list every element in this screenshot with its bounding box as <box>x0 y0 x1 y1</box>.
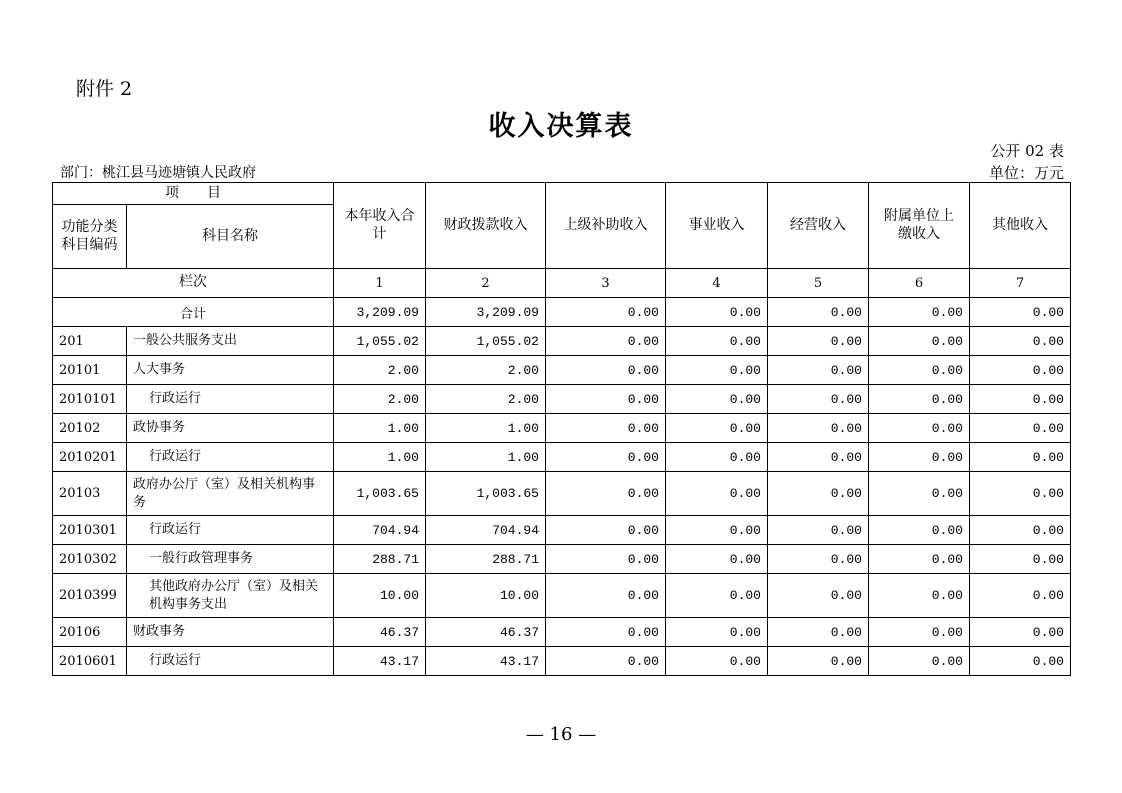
row-value: 0.00 <box>869 443 970 472</box>
table-row <box>53 356 1071 385</box>
row-value: 0.00 <box>869 385 970 414</box>
row-name: 行政运行 <box>127 516 334 545</box>
row-value: 0.00 <box>970 574 1071 618</box>
row-value: 0.00 <box>970 647 1071 676</box>
code-header: 功能分类科目编码 <box>53 205 127 269</box>
table-row <box>53 385 1071 414</box>
row-value: 0.00 <box>869 647 970 676</box>
row-value: 10.00 <box>426 574 546 618</box>
row-code: 20102 <box>53 414 127 443</box>
row-value: 0.00 <box>869 327 970 356</box>
row-value: 0.00 <box>869 414 970 443</box>
row-code: 20103 <box>53 472 127 516</box>
row-value: 0.00 <box>768 327 869 356</box>
row-value: 0.00 <box>546 385 666 414</box>
col-index-2: 2 <box>426 269 546 298</box>
col-index-1: 1 <box>334 269 426 298</box>
row-value: 1,055.02 <box>426 327 546 356</box>
row-value: 288.71 <box>426 545 546 574</box>
col-header-5: 经营收入 <box>768 183 869 269</box>
row-value: 1.00 <box>426 414 546 443</box>
col-header-1: 本年收入合计 <box>334 183 426 269</box>
row-value: 0.00 <box>546 356 666 385</box>
row-value: 1.00 <box>426 443 546 472</box>
row-value: 704.94 <box>334 516 426 545</box>
row-value: 0.00 <box>768 356 869 385</box>
row-name: 政府办公厅（室）及相关机构事务 <box>127 472 334 516</box>
row-value: 0.00 <box>666 414 768 443</box>
row-code: 2010399 <box>53 574 127 618</box>
row-value: 0.00 <box>666 443 768 472</box>
row-value: 0.00 <box>869 574 970 618</box>
row-value: 0.00 <box>768 443 869 472</box>
col-index-label: 栏次 <box>53 269 334 298</box>
col-header-4: 事业收入 <box>666 183 768 269</box>
row-value: 0.00 <box>546 443 666 472</box>
row-value: 0.00 <box>970 516 1071 545</box>
row-value: 10.00 <box>334 574 426 618</box>
row-value: 0.00 <box>666 356 768 385</box>
row-code: 20101 <box>53 356 127 385</box>
row-value: 0.00 <box>970 356 1071 385</box>
row-value: 0.00 <box>869 516 970 545</box>
attachment-label: 附件 2 <box>76 78 133 100</box>
table-row <box>53 618 1071 647</box>
row-value: 0.00 <box>768 516 869 545</box>
row-code: 20106 <box>53 618 127 647</box>
project-header: 项 目 <box>53 183 334 205</box>
table-row <box>53 327 1071 356</box>
table-row <box>53 574 1071 618</box>
row-value: 0.00 <box>546 516 666 545</box>
col-index-4: 4 <box>666 269 768 298</box>
row-value: 704.94 <box>426 516 546 545</box>
row-value: 0.00 <box>546 545 666 574</box>
row-name: 行政运行 <box>127 385 334 414</box>
total-value: 0.00 <box>768 298 869 327</box>
row-code: 2010601 <box>53 647 127 676</box>
col-index-5: 5 <box>768 269 869 298</box>
total-row <box>53 298 1071 327</box>
row-value: 2.00 <box>334 385 426 414</box>
row-name: 政协事务 <box>127 414 334 443</box>
unit-label: 单位：万元 <box>988 164 1064 182</box>
row-value: 0.00 <box>869 356 970 385</box>
col-index-6: 6 <box>869 269 970 298</box>
col-header-2: 财政拨款收入 <box>426 183 546 269</box>
row-value: 0.00 <box>768 472 869 516</box>
table-row <box>53 647 1071 676</box>
row-value: 0.00 <box>546 574 666 618</box>
row-value: 0.00 <box>546 414 666 443</box>
row-value: 0.00 <box>666 574 768 618</box>
row-value: 1.00 <box>334 443 426 472</box>
row-value: 1,055.02 <box>334 327 426 356</box>
income-table <box>52 182 1071 676</box>
row-value: 1.00 <box>334 414 426 443</box>
row-value: 0.00 <box>666 472 768 516</box>
row-code: 2010301 <box>53 516 127 545</box>
row-value: 0.00 <box>546 647 666 676</box>
total-value: 0.00 <box>869 298 970 327</box>
row-value: 43.17 <box>426 647 546 676</box>
total-value: 3,209.09 <box>426 298 546 327</box>
row-code: 2010101 <box>53 385 127 414</box>
row-value: 0.00 <box>970 414 1071 443</box>
row-value: 0.00 <box>768 647 869 676</box>
page-title: 收入决算表 <box>488 111 634 142</box>
row-value: 288.71 <box>334 545 426 574</box>
row-value: 0.00 <box>666 385 768 414</box>
col-index-3: 3 <box>546 269 666 298</box>
row-name: 人大事务 <box>127 356 334 385</box>
row-name: 一般公共服务支出 <box>127 327 334 356</box>
total-label: 合计 <box>53 298 334 327</box>
row-value: 0.00 <box>869 618 970 647</box>
row-value: 43.17 <box>334 647 426 676</box>
row-value: 0.00 <box>666 618 768 647</box>
row-value: 0.00 <box>768 414 869 443</box>
table-row <box>53 443 1071 472</box>
row-value: 0.00 <box>970 327 1071 356</box>
row-name: 行政运行 <box>127 647 334 676</box>
row-value: 0.00 <box>768 618 869 647</box>
row-value: 0.00 <box>869 472 970 516</box>
row-value: 0.00 <box>666 545 768 574</box>
table-row <box>53 472 1071 516</box>
row-value: 0.00 <box>546 472 666 516</box>
col-header-6: 附属单位上缴收入 <box>869 183 970 269</box>
row-value: 1,003.65 <box>426 472 546 516</box>
total-value: 0.00 <box>546 298 666 327</box>
row-code: 201 <box>53 327 127 356</box>
row-name: 行政运行 <box>127 443 334 472</box>
name-header: 科目名称 <box>127 205 334 269</box>
row-value: 0.00 <box>970 443 1071 472</box>
row-name: 其他政府办公厅（室）及相关机构事务支出 <box>127 574 334 618</box>
row-value: 1,003.65 <box>334 472 426 516</box>
row-value: 0.00 <box>768 574 869 618</box>
row-value: 0.00 <box>970 472 1071 516</box>
row-value: 0.00 <box>869 545 970 574</box>
row-name: 财政事务 <box>127 618 334 647</box>
row-value: 0.00 <box>666 327 768 356</box>
table-row <box>53 414 1071 443</box>
row-code: 2010201 <box>53 443 127 472</box>
row-value: 2.00 <box>426 385 546 414</box>
row-value: 0.00 <box>970 618 1071 647</box>
col-index-7: 7 <box>970 269 1071 298</box>
col-header-3: 上级补助收入 <box>546 183 666 269</box>
col-header-7: 其他收入 <box>970 183 1071 269</box>
row-value: 0.00 <box>970 545 1071 574</box>
row-value: 0.00 <box>546 618 666 647</box>
total-value: 0.00 <box>666 298 768 327</box>
total-value: 3,209.09 <box>334 298 426 327</box>
table-row <box>53 516 1071 545</box>
department-label: 部门：桃江县马迹塘镇人民政府 <box>60 165 256 181</box>
row-value: 0.00 <box>546 327 666 356</box>
row-value: 0.00 <box>970 385 1071 414</box>
row-value: 0.00 <box>666 647 768 676</box>
page-number: — 16 — <box>525 724 597 745</box>
row-name: 一般行政管理事务 <box>127 545 334 574</box>
row-code: 2010302 <box>53 545 127 574</box>
row-value: 46.37 <box>426 618 546 647</box>
row-value: 46.37 <box>334 618 426 647</box>
total-value: 0.00 <box>970 298 1071 327</box>
row-value: 0.00 <box>768 385 869 414</box>
row-value: 2.00 <box>426 356 546 385</box>
form-number: 公开 02 表 <box>990 142 1064 160</box>
row-value: 0.00 <box>666 516 768 545</box>
row-value: 2.00 <box>334 356 426 385</box>
row-value: 0.00 <box>768 545 869 574</box>
table-row <box>53 545 1071 574</box>
